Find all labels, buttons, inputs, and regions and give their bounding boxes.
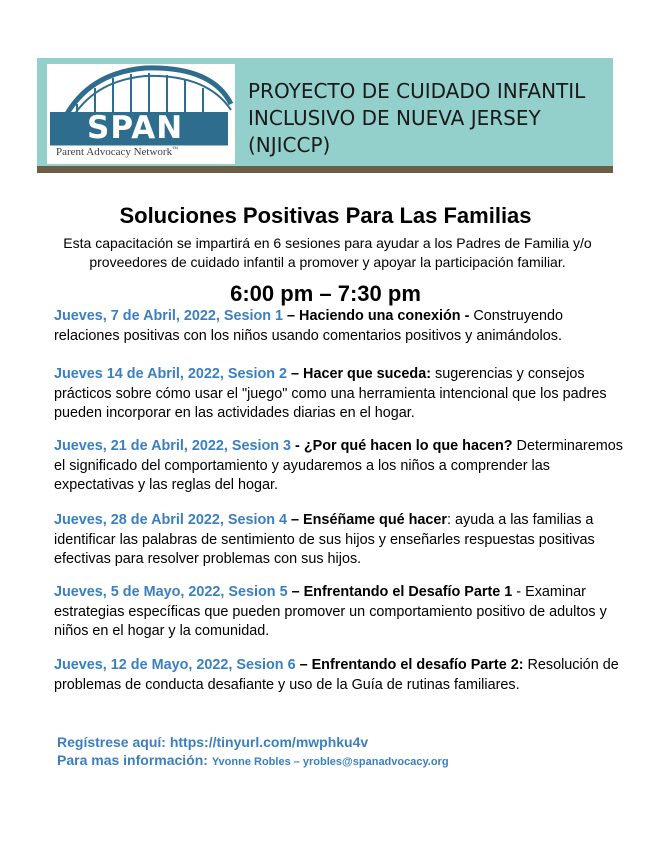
session-item: Jueves, 5 de Mayo, 2022, Sesion 5 – Enfrentando el Desafío Parte 1 - Examinar estrategias específicas que pueden promover un comportamiento positivo de adultos y niños en el hogar y la comunidad. — [54, 584, 607, 639]
session-description: Construyendo relaciones positivas con los niños usando comentarios positivos y animándolos. — [54, 308, 563, 344]
session-description: : ayuda a las familias a identificar las palabras de sentimiento de sus hijos y enseñarles respuestas positivas efectivas para resolver problemas con sus hijos. — [54, 512, 595, 567]
session-title: Enfrentando el desafío Parte 2: — [311, 657, 524, 673]
session-item: Jueves, 7 de Abril, 2022, Sesion 1 – Haciendo una conexión - Construyendo relaciones positivas con los niños usando comentarios positivos y animándolos. — [54, 308, 563, 344]
page-title: Soluciones Positivas Para Las Familias — [119, 203, 532, 228]
session-time: 6:00 pm – 7:30 pm — [230, 281, 421, 306]
registration-link[interactable]: Regístrese aquí: https://tinyurl.com/mwphku4v — [57, 734, 369, 750]
session-date: Jueves, 7 de Abril, 2022, Sesion 1 — [54, 308, 284, 324]
session-description: Determinaremos el significado del comportamiento y ayudaremos a los niños a comprender las expectativas y las reglas del hogar. — [54, 438, 623, 493]
session-title: Hacer que suceda: — [303, 366, 432, 382]
logo-wordmark: SPAN — [87, 110, 184, 146]
session-date: Jueves 14 de Abril, 2022, Sesion 2 — [54, 366, 288, 382]
session-item: Jueves, 12 de Mayo, 2022, Sesion 6 – Enfrentando el desafío Parte 2: Resolución de problemas de conducta desafiante y uso de la Guía de rutinas familiares. — [54, 657, 619, 693]
header-divider — [37, 166, 613, 173]
session-item: Jueves 14 de Abril, 2022, Sesion 2 – Hacer que suceda: sugerencias y consejos prácticos sobre cómo usar el "juego" como una herramienta intencional que los padres pueden incorporar en las actividades diarias en el hogar. — [54, 366, 607, 421]
session-title: ¿Por qué hacen lo que hacen? — [303, 438, 513, 454]
program-title: PROYECTO DE CUIDADO INFANTIL INCLUSIVO DE NUEVA JERSEY (NJICCP) — [248, 79, 586, 157]
more-info-label: Para mas información: — [57, 752, 208, 768]
span-logo — [47, 64, 235, 164]
session-title: Enséñame qué hacer — [303, 512, 448, 528]
session-description: sugerencias y consejos prácticos sobre cómo usar el "juego" como una herramienta intencional que los padres pueden incorporar en las actividades diarias en el hogar. — [54, 366, 607, 421]
session-title: Haciendo una conexión - — [299, 308, 470, 324]
session-date: Jueves, 5 de Mayo, 2022, Sesion 5 — [54, 584, 288, 600]
contact-email[interactable]: Yvonne Robles – yrobles@spanadvocacy.org — [211, 756, 449, 768]
session-description: - Examinar estrategias específicas que pueden promover un comportamiento positivo de adultos y niños en el hogar y la comunidad. — [54, 584, 607, 639]
logo-tagline: Parent Advocacy Network™ — [56, 146, 178, 158]
intro-text: Esta capacitación se impartirá en 6 sesiones para ayudar a los Padres de Familia y/o proveedores de cuidado infantil a promover y apoyar la participación familiar. — [63, 235, 592, 270]
session-date: Jueves, 12 de Mayo, 2022, Sesion 6 — [54, 657, 296, 673]
session-date: Jueves, 28 de Abril 2022, Sesion 4 — [54, 512, 288, 528]
session-title: Enfrentando el Desafío Parte 1 — [303, 584, 513, 600]
session-item: Jueves, 21 de Abril, 2022, Sesion 3 - ¿Por qué hacen lo que hacen? Determinaremos el significado del comportamiento y ayudaremos a los niños a comprender las expectativas y las reglas del hogar. — [54, 438, 623, 493]
more-info — [57, 752, 449, 768]
session-item: Jueves, 28 de Abril 2022, Sesion 4 – Enséñame qué hacer: ayuda a las familias a identificar las palabras de sentimiento de sus hijos y enseñarles respuestas positivas efectivas para resolver problemas con sus hijos. — [54, 512, 595, 567]
session-description: Resolución de problemas de conducta desafiante y uso de la Guía de rutinas familiares. — [54, 657, 619, 693]
session-date: Jueves, 21 de Abril, 2022, Sesion 3 — [54, 438, 292, 454]
